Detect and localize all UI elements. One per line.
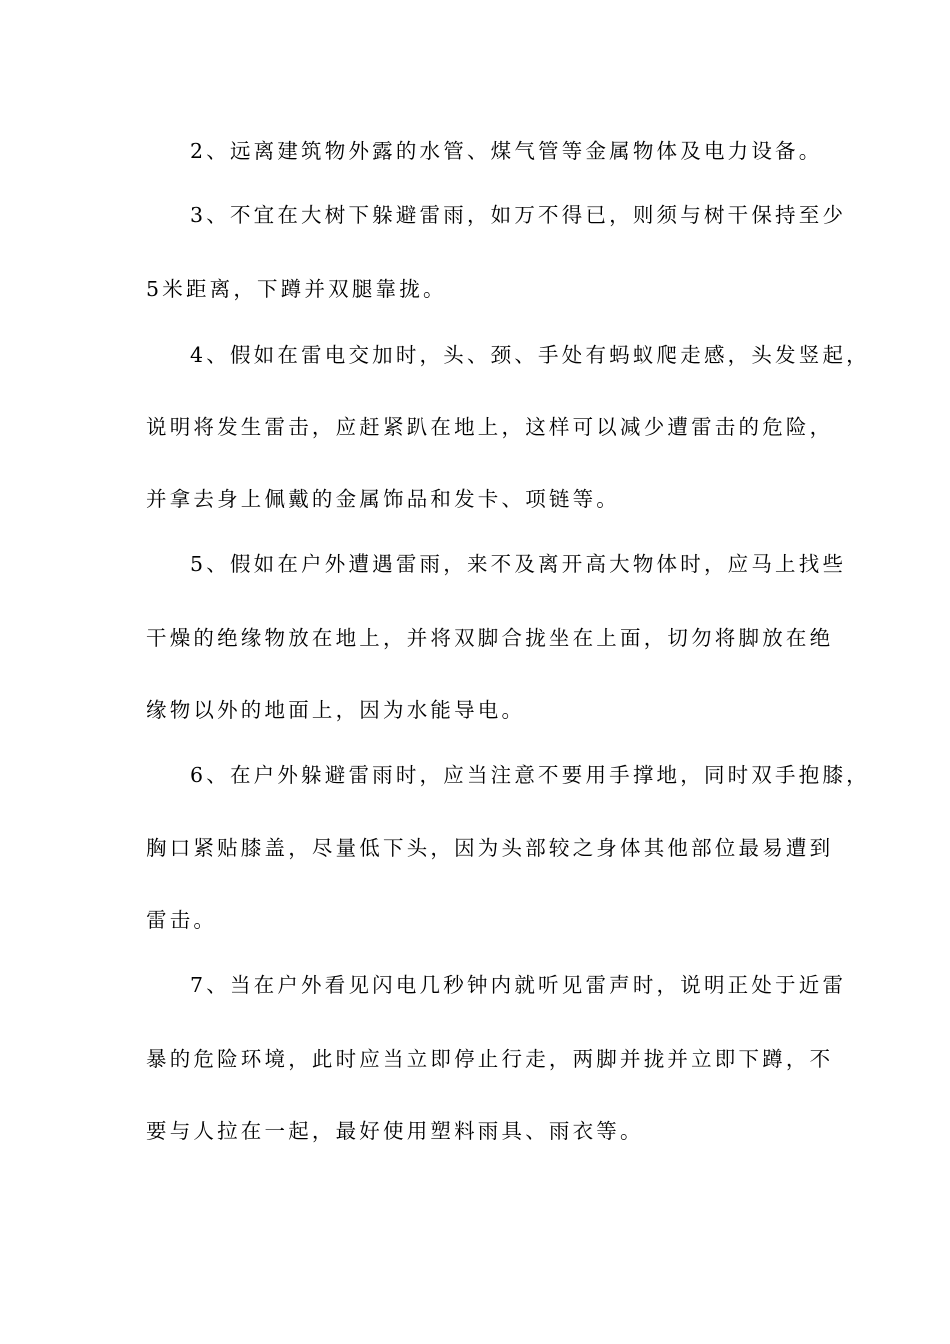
paragraph-6-line-1: 6、在户外躲避雷雨时，应当注意不要用手撑地，同时双手抱膝， xyxy=(190,763,870,787)
paragraph-7-line-2: 暴的危险环境，此时应当立即停止行走，两脚并拢并立即下蹲，不 xyxy=(146,1047,834,1071)
paragraph-7-line-3: 要与人拉在一起，最好使用塑料雨具、雨衣等。 xyxy=(146,1119,644,1143)
paragraph-6-line-3: 雷击。 xyxy=(146,908,218,932)
paragraph-5-line-2: 干燥的绝缘物放在地上，并将双脚合拢坐在上面，切勿将脚放在绝 xyxy=(146,626,834,650)
paragraph-4-line-1: 4、假如在雷电交加时，头、颈、手处有蚂蚁爬走感，头发竖起， xyxy=(190,343,870,367)
paragraph-3-line-2: 5米距离，下蹲并双腿靠拢。 xyxy=(146,277,447,301)
paragraph-7-line-1: 7、当在户外看见闪电几秒钟内就听见雷声时，说明正处于近雷 xyxy=(190,973,847,997)
paragraph-5-line-3: 缘物以外的地面上，因为水能导电。 xyxy=(146,698,526,722)
paragraph-4-line-3: 并拿去身上佩戴的金属饰品和发卡、项链等。 xyxy=(146,487,620,511)
paragraph-6-line-2: 胸口紧贴膝盖，尽量低下头，因为头部较之身体其他部位最易遭到 xyxy=(146,836,834,860)
paragraph-5-line-1: 5、假如在户外遭遇雷雨，来不及离开高大物体时，应马上找些 xyxy=(190,552,847,576)
paragraph-3-line-1: 3、不宜在大树下躲避雷雨，如万不得已，则须与树干保持至少 xyxy=(190,203,847,227)
paragraph-2-line-1: 2、远离建筑物外露的水管、煤气管等金属物体及电力设备。 xyxy=(190,139,823,163)
paragraph-4-line-2: 说明将发生雷击，应赶紧趴在地上，这样可以减少遭雷击的危险， xyxy=(146,415,834,439)
